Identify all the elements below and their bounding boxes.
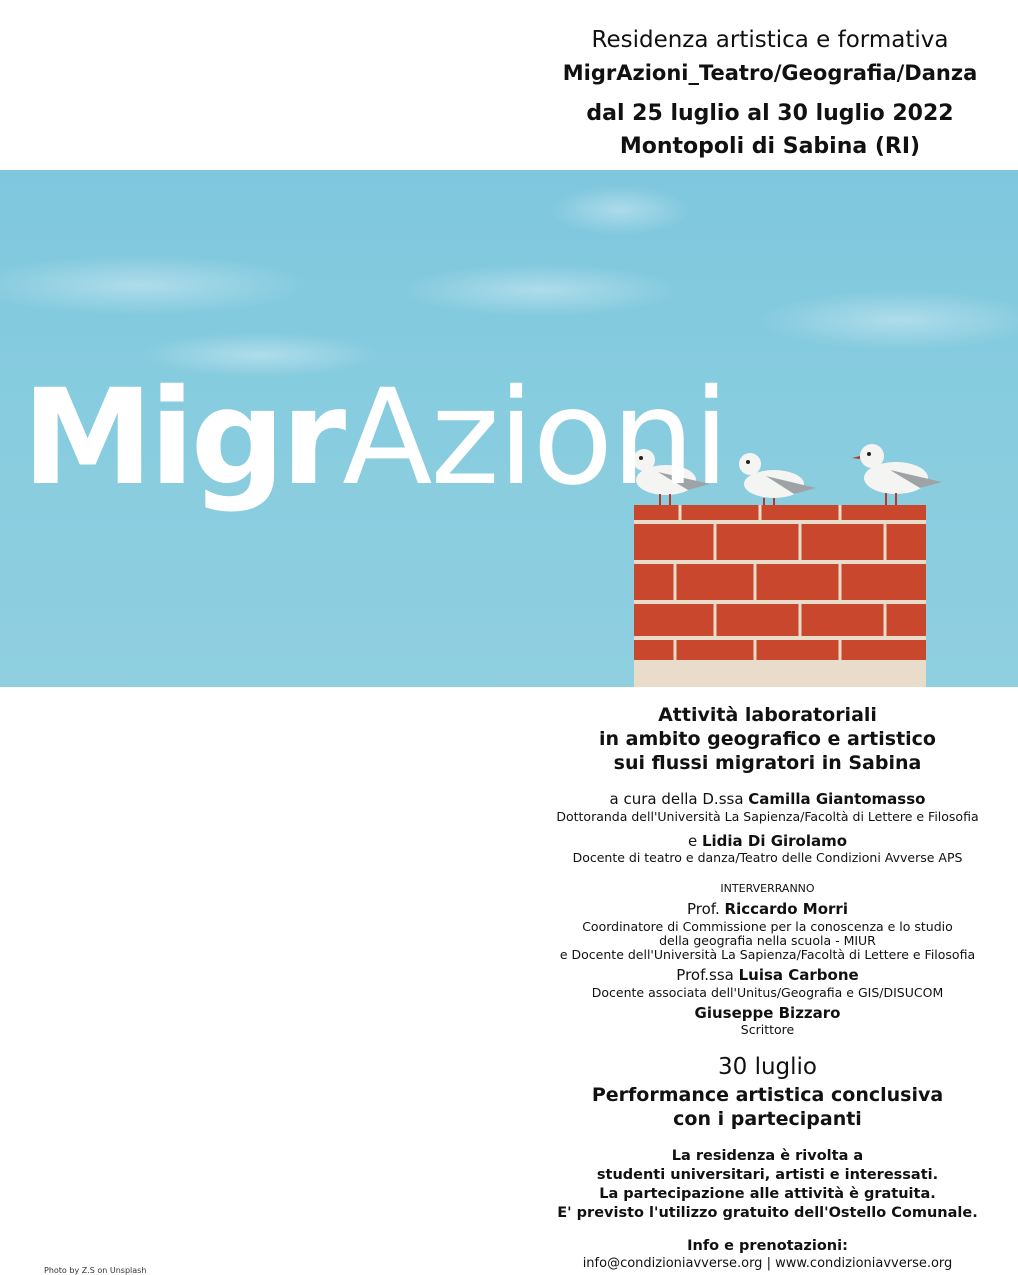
contacts-heading: Info e prenotazioni: xyxy=(687,1238,848,1254)
curator-name: Lidia Di Girolamo xyxy=(701,832,848,850)
speaker-role: Coordinatore di Commissione per la conoscenza e lo studio xyxy=(582,919,953,934)
speaker-name: Riccardo Morri xyxy=(724,900,848,918)
contacts-line xyxy=(515,1256,1018,1271)
speaker-prefix: Prof.ssa xyxy=(676,966,739,984)
info-line: studenti universitari, artisti e interessati. xyxy=(596,1167,939,1183)
performance-title: con i partecipanti xyxy=(673,1108,862,1130)
separator: | xyxy=(762,1256,776,1271)
content-column xyxy=(515,700,1018,1274)
email-link[interactable]: info@condizioniavverse.org xyxy=(582,1256,763,1271)
curator-prefix: e xyxy=(687,832,702,850)
logo-bold-part: Migr xyxy=(22,361,343,515)
header-subtitle: Residenza artistica e formativa xyxy=(591,27,949,53)
cloud xyxy=(0,255,310,315)
performance-title: Performance artistica conclusiva xyxy=(591,1084,944,1106)
info-line: E' previsto l'utilizzo gratuito dell'Ostello Comunale. xyxy=(557,1205,978,1221)
website-link[interactable]: www.condizioniavverse.org xyxy=(775,1256,953,1271)
speaker-name-line xyxy=(515,966,1018,984)
cloud xyxy=(760,290,1018,350)
activities-title: in ambito geografico e artistico xyxy=(599,728,936,750)
cloud xyxy=(400,264,680,316)
migrazioni-logo xyxy=(22,361,728,515)
curator-name: Camilla Giantomasso xyxy=(748,790,926,808)
curator-role: Docente di teatro e danza/Teatro delle Condizioni Avverse APS xyxy=(572,850,963,865)
speaker-role: della geografia nella scuola - MIUR xyxy=(659,933,876,948)
activities-title: sui flussi migratori in Sabina xyxy=(613,752,922,774)
header xyxy=(520,0,1018,170)
speaker-prefix: Prof. xyxy=(687,900,725,918)
photo-credit: Photo by Z.S on Unsplash xyxy=(44,1266,147,1275)
speaker-role: Scrittore xyxy=(740,1022,795,1037)
cloud xyxy=(550,185,690,235)
curator-role: Dottoranda dell'Università La Sapienza/Facoltà di Lettere e Filosofia xyxy=(556,809,979,824)
header-dates: dal 25 luglio al 30 luglio 2022 xyxy=(586,101,954,126)
speakers-heading: INTERVERRANNO xyxy=(720,882,815,895)
brick-chimney xyxy=(634,505,926,687)
info-line: La partecipazione alle attività è gratuita. xyxy=(599,1186,936,1202)
info-line: La residenza è rivolta a xyxy=(671,1148,864,1164)
curator-name-line xyxy=(515,790,1018,808)
curator-prefix: a cura della D.ssa xyxy=(609,790,749,808)
seagull-icon xyxy=(739,453,816,505)
speaker-name-line xyxy=(515,1004,1018,1022)
header-title: MigrAzioni_Teatro/Geografia/Danza xyxy=(562,61,978,85)
speaker-name: Luisa Carbone xyxy=(738,966,859,984)
speaker-role: e Docente dell'Università La Sapienza/Facoltà di Lettere e Filosofia xyxy=(559,947,976,962)
logo-light-part: Azioni xyxy=(342,361,728,515)
header-place: Montopoli di Sabina (RI) xyxy=(619,134,921,159)
activities-title: Attività laboratoriali xyxy=(658,704,877,726)
curator-name-line xyxy=(515,832,1018,850)
speaker-name-line xyxy=(515,900,1018,918)
performance-date: 30 luglio xyxy=(718,1054,817,1080)
speaker-name: Giuseppe Bizzaro xyxy=(694,1004,841,1022)
seagull-icon xyxy=(852,444,942,505)
speaker-role: Docente associata dell'Unitus/Geografia e GIS/DISUCOM xyxy=(591,985,944,1000)
